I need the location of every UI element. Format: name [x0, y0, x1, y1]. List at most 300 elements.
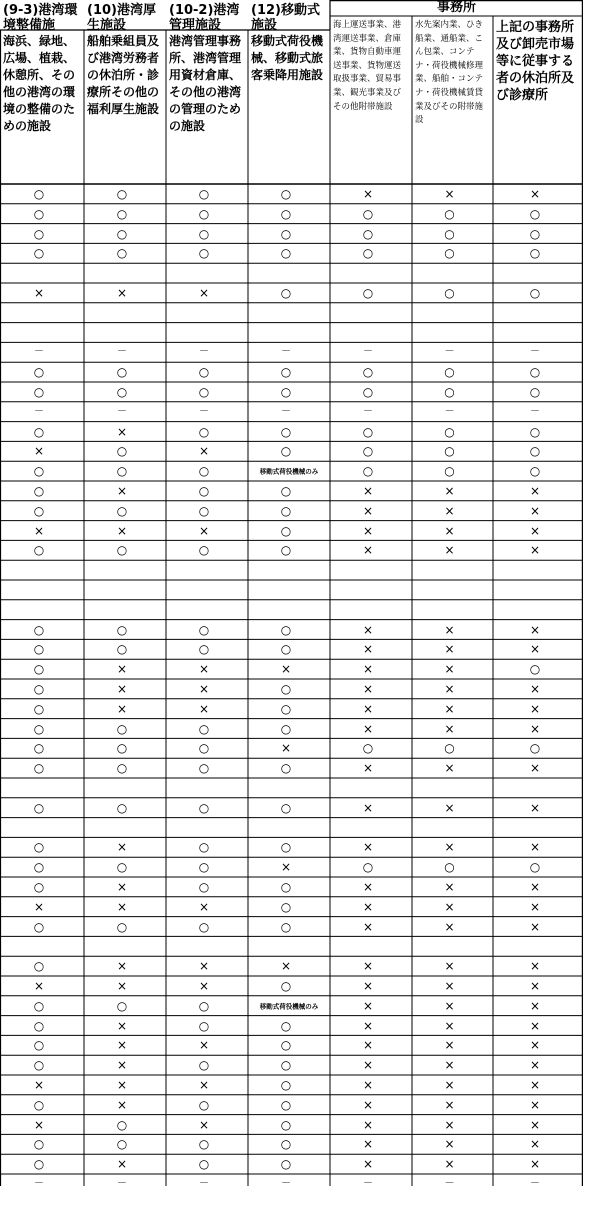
cell-permitted: ○ — [198, 642, 210, 657]
cell-not-permitted: × — [444, 998, 455, 1013]
cell-permitted: ○ — [529, 285, 541, 300]
cell-permitted: ○ — [444, 741, 455, 756]
cell-permitted: ○ — [362, 226, 374, 241]
cell-not-permitted: × — [444, 503, 455, 518]
cell-permitted: ○ — [529, 464, 541, 479]
cell-not-permitted: × — [529, 1058, 541, 1073]
cell-not-permitted: × — [444, 800, 455, 815]
cell-permitted: ○ — [362, 444, 374, 459]
cell-not-applicable: － — [117, 405, 127, 417]
cell-permitted: ○ — [33, 741, 45, 756]
cell-permitted: ○ — [280, 879, 292, 894]
cell-permitted: ○ — [116, 503, 128, 518]
cell-permitted: ○ — [33, 721, 45, 736]
cell-permitted: ○ — [280, 1038, 292, 1053]
cell-permitted: ○ — [362, 424, 374, 439]
cell-not-permitted: × — [529, 840, 541, 855]
column-description: 船舶乗組員及び港湾労務者の休泊所・診療所その他の福利厚生施設 — [87, 34, 160, 116]
cell-permitted: ○ — [33, 424, 45, 439]
cell-permitted: ○ — [444, 206, 455, 221]
cell-permitted: ○ — [116, 860, 128, 875]
column-header-6 — [413, 18, 492, 182]
cell-permitted: ○ — [198, 860, 210, 875]
cell-permitted: ○ — [444, 285, 455, 300]
cell-permitted: ○ — [198, 998, 210, 1013]
cell-not-permitted: × — [33, 1077, 45, 1092]
cell-not-permitted: × — [116, 523, 128, 538]
cell-not-permitted: × — [362, 662, 374, 677]
cell-not-permitted: × — [116, 879, 128, 894]
cell-permitted: ○ — [116, 186, 128, 201]
cell-not-permitted: × — [362, 978, 374, 993]
cell-permitted: ○ — [33, 226, 45, 241]
cell-permitted: ○ — [116, 642, 128, 657]
cell-not-applicable: － — [444, 1177, 455, 1189]
cell-permitted: ○ — [116, 919, 128, 934]
cell-not-permitted: × — [116, 1058, 128, 1073]
cell-not-applicable: － — [199, 346, 209, 358]
cell-not-permitted: × — [529, 879, 541, 894]
cell-permitted: ○ — [33, 998, 45, 1013]
cell-not-permitted: × — [198, 1117, 210, 1132]
cell-not-applicable: － — [444, 346, 455, 358]
cell-not-permitted: × — [529, 642, 541, 657]
cell-permitted: ○ — [280, 701, 292, 716]
cell-permitted: ○ — [33, 642, 45, 657]
cell-not-applicable: － — [363, 405, 373, 417]
cell-not-permitted: × — [444, 899, 455, 914]
cell-not-permitted: × — [444, 879, 455, 894]
cell-permitted: ○ — [198, 622, 210, 637]
cell-not-applicable: － — [199, 1177, 209, 1189]
cell-permitted: ○ — [529, 246, 541, 261]
cell-permitted: ○ — [280, 1058, 292, 1073]
cell-not-applicable: － — [281, 405, 291, 417]
cell-permitted: ○ — [362, 741, 374, 756]
cell-permitted: ○ — [33, 464, 45, 479]
cell-permitted: ○ — [280, 919, 292, 934]
cell-permitted: ○ — [362, 206, 374, 221]
cell-permitted: ○ — [198, 919, 210, 934]
cell-not-permitted: × — [198, 959, 210, 974]
cell-not-permitted: × — [444, 622, 455, 637]
cell-permitted: ○ — [33, 860, 45, 875]
cell-permitted: ○ — [198, 761, 210, 776]
cell-not-permitted: × — [362, 642, 374, 657]
cell-not-permitted: × — [529, 998, 541, 1013]
cell-permitted: ○ — [280, 721, 292, 736]
cell-not-permitted: × — [529, 701, 541, 716]
cell-permitted: ○ — [198, 206, 210, 221]
cell-permitted: ○ — [116, 761, 128, 776]
cell-not-permitted: × — [362, 879, 374, 894]
cell-not-permitted: × — [362, 899, 374, 914]
cell-not-permitted: × — [362, 186, 374, 201]
cell-permitted: ○ — [280, 523, 292, 538]
cell-not-permitted: × — [529, 622, 541, 637]
cell-not-applicable: － — [530, 346, 540, 358]
cell-not-permitted: × — [362, 1137, 374, 1152]
cell-not-permitted: × — [362, 959, 374, 974]
cell-permitted: ○ — [33, 543, 45, 558]
cell-not-permitted: × — [362, 523, 374, 538]
cell-not-permitted: × — [362, 761, 374, 776]
cell-not-permitted: × — [444, 543, 455, 558]
cell-not-permitted: × — [198, 899, 210, 914]
cell-not-permitted: × — [444, 523, 455, 538]
cell-permitted: ○ — [33, 761, 45, 776]
cell-not-permitted: × — [444, 1018, 455, 1033]
cell-permitted: ○ — [529, 741, 541, 756]
cell-not-permitted: × — [198, 444, 210, 459]
cell-permitted: ○ — [198, 464, 210, 479]
cell-not-permitted: × — [362, 483, 374, 498]
cell-not-permitted: × — [280, 741, 292, 756]
cell-permitted: ○ — [33, 365, 45, 380]
cell-permitted: ○ — [444, 384, 455, 399]
cell-not-permitted: × — [116, 701, 128, 716]
cell-permitted: ○ — [116, 365, 128, 380]
cell-permitted: ○ — [362, 365, 374, 380]
cell-permitted: ○ — [33, 701, 45, 716]
cell-not-permitted: × — [529, 1137, 541, 1152]
cell-permitted: ○ — [198, 384, 210, 399]
cell-permitted: ○ — [444, 444, 455, 459]
cell-permitted: ○ — [33, 1018, 45, 1033]
cell-not-applicable: － — [281, 1177, 291, 1189]
cell-not-permitted: × — [444, 1077, 455, 1092]
cell-not-applicable: － — [363, 346, 373, 358]
cell-permitted: ○ — [280, 226, 292, 241]
cell-not-permitted: × — [444, 642, 455, 657]
cell-not-permitted: × — [116, 1038, 128, 1053]
cell-permitted: ○ — [33, 1058, 45, 1073]
cell-permitted: ○ — [529, 860, 541, 875]
cell-not-permitted: × — [116, 424, 128, 439]
cell-permitted: ○ — [362, 860, 374, 875]
cell-permitted: ○ — [280, 1077, 292, 1092]
column-header-1 — [1, 2, 83, 182]
cell-permitted: ○ — [116, 741, 128, 756]
cell-not-permitted: × — [444, 483, 455, 498]
cell-not-permitted: × — [529, 800, 541, 815]
cell-permitted: ○ — [198, 879, 210, 894]
cell-not-permitted: × — [362, 800, 374, 815]
cell-not-permitted: × — [198, 681, 210, 696]
cell-permitted: ○ — [198, 800, 210, 815]
cell-permitted: ○ — [280, 543, 292, 558]
cell-not-permitted: × — [362, 1157, 374, 1172]
cell-not-permitted: × — [529, 681, 541, 696]
cell-permitted: ○ — [529, 226, 541, 241]
cell-permitted: ○ — [529, 365, 541, 380]
cell-not-permitted: × — [444, 840, 455, 855]
column-header-3 — [167, 2, 247, 182]
column-description: 海浜、緑地、広場、植栽、休憩所、その他の港湾の環境の整備のための施設 — [3, 34, 76, 133]
cell-not-permitted: × — [362, 721, 374, 736]
cell-permitted: ○ — [280, 384, 292, 399]
cell-permitted: ○ — [198, 226, 210, 241]
cell-permitted: ○ — [33, 1097, 45, 1112]
cell-not-permitted: × — [444, 978, 455, 993]
cell-permitted: ○ — [33, 681, 45, 696]
cell-permitted: ○ — [33, 503, 45, 518]
cell-permitted: ○ — [116, 206, 128, 221]
cell-not-permitted: × — [362, 1077, 374, 1092]
cell-permitted: ○ — [280, 246, 292, 261]
cell-permitted: ○ — [198, 186, 210, 201]
cell-not-permitted: × — [529, 1077, 541, 1092]
cell-permitted: ○ — [444, 464, 455, 479]
cell-permitted: ○ — [33, 800, 45, 815]
cell-permitted: ○ — [444, 424, 455, 439]
cell-not-applicable: － — [199, 405, 209, 417]
cell-not-permitted: × — [529, 978, 541, 993]
cell-not-permitted: × — [198, 662, 210, 677]
cell-permitted: ○ — [33, 840, 45, 855]
cell-permitted: ○ — [198, 503, 210, 518]
cell-permitted: ○ — [198, 543, 210, 558]
cell-permitted: ○ — [280, 840, 292, 855]
cell-not-permitted: × — [280, 860, 292, 875]
cell-permitted: ○ — [529, 424, 541, 439]
cell-permitted: ○ — [33, 246, 45, 261]
column-header-7 — [494, 18, 582, 182]
group-header-office: 事務所 — [436, 0, 476, 15]
cell-not-permitted: × — [444, 919, 455, 934]
cell-permitted: ○ — [33, 959, 45, 974]
cell-permitted: ○ — [444, 246, 455, 261]
cell-not-permitted: × — [444, 721, 455, 736]
cell-permitted: ○ — [280, 642, 292, 657]
cell-permitted: ○ — [280, 365, 292, 380]
cell-not-permitted: × — [362, 840, 374, 855]
cell-not-permitted: × — [444, 1117, 455, 1132]
cell-note: 移動式荷役機械のみ — [259, 1002, 319, 1011]
cell-not-permitted: × — [198, 701, 210, 716]
cell-permitted: ○ — [116, 1117, 128, 1132]
cell-permitted: ○ — [198, 741, 210, 756]
cell-not-permitted: × — [529, 1157, 541, 1172]
cell-permitted: ○ — [33, 206, 45, 221]
cell-permitted: ○ — [280, 206, 292, 221]
cell-permitted: ○ — [280, 899, 292, 914]
cell-permitted: ○ — [529, 206, 541, 221]
cell-permitted: ○ — [198, 1097, 210, 1112]
cell-not-permitted: × — [444, 1137, 455, 1152]
cell-permitted: ○ — [116, 1137, 128, 1152]
column-description: 移動式荷役機械、移動式旅客乗降用施設 — [251, 34, 324, 82]
cell-not-permitted: × — [198, 523, 210, 538]
cell-not-permitted: × — [33, 899, 45, 914]
cell-permitted: ○ — [33, 483, 45, 498]
cell-permitted: ○ — [280, 1117, 292, 1132]
cell-not-permitted: × — [116, 285, 128, 300]
cell-permitted: ○ — [116, 543, 128, 558]
cell-not-permitted: × — [444, 681, 455, 696]
column-header-2 — [85, 2, 165, 182]
cell-not-permitted: × — [529, 1018, 541, 1033]
cell-not-permitted: × — [116, 959, 128, 974]
cell-permitted: ○ — [33, 1038, 45, 1053]
cell-not-permitted: × — [444, 701, 455, 716]
cell-not-permitted: × — [33, 523, 45, 538]
cell-permitted: ○ — [33, 919, 45, 934]
cell-permitted: ○ — [362, 246, 374, 261]
cell-not-permitted: × — [116, 1077, 128, 1092]
cell-permitted: ○ — [33, 384, 45, 399]
cell-not-permitted: × — [362, 1097, 374, 1112]
cell-not-permitted: × — [362, 919, 374, 934]
cell-not-permitted: × — [116, 1097, 128, 1112]
cell-permitted: ○ — [33, 662, 45, 677]
cell-not-permitted: × — [529, 543, 541, 558]
cell-permitted: ○ — [280, 1018, 292, 1033]
cell-permitted: ○ — [444, 365, 455, 380]
cell-permitted: ○ — [280, 800, 292, 815]
cell-permitted: ○ — [198, 483, 210, 498]
cell-permitted: ○ — [198, 246, 210, 261]
cell-permitted: ○ — [116, 246, 128, 261]
cell-not-permitted: × — [444, 1038, 455, 1053]
cell-permitted: ○ — [116, 998, 128, 1013]
cell-not-permitted: × — [198, 978, 210, 993]
cell-not-permitted: × — [529, 1097, 541, 1112]
cell-not-permitted: × — [529, 899, 541, 914]
cell-not-permitted: × — [529, 503, 541, 518]
cell-permitted: ○ — [116, 444, 128, 459]
cell-permitted: ○ — [280, 978, 292, 993]
cell-not-permitted: × — [529, 1117, 541, 1132]
column-title: (12)移動式施設 — [251, 3, 320, 33]
cell-permitted: ○ — [280, 444, 292, 459]
cell-not-permitted: × — [362, 1117, 374, 1132]
cell-not-permitted: × — [116, 1018, 128, 1033]
cell-not-permitted: × — [444, 1157, 455, 1172]
cell-not-permitted: × — [529, 919, 541, 934]
cell-permitted: ○ — [444, 226, 455, 241]
cell-not-permitted: × — [529, 483, 541, 498]
cell-not-permitted: × — [33, 1117, 45, 1132]
cell-not-permitted: × — [362, 543, 374, 558]
cell-permitted: ○ — [116, 721, 128, 736]
cell-not-permitted: × — [529, 523, 541, 538]
cell-not-permitted: × — [33, 285, 45, 300]
cell-permitted: ○ — [198, 424, 210, 439]
cell-permitted: ○ — [198, 1137, 210, 1152]
cell-not-permitted: × — [444, 1058, 455, 1073]
cell-not-permitted: × — [362, 701, 374, 716]
cell-permitted: ○ — [33, 879, 45, 894]
cell-not-permitted: × — [362, 1018, 374, 1033]
cell-not-permitted: × — [33, 978, 45, 993]
cell-not-permitted: × — [444, 186, 455, 201]
cell-not-applicable: － — [281, 346, 291, 358]
cell-permitted: ○ — [116, 226, 128, 241]
cell-permitted: ○ — [529, 662, 541, 677]
cell-not-applicable: － — [530, 405, 540, 417]
cell-permitted: ○ — [362, 285, 374, 300]
cell-not-permitted: × — [116, 978, 128, 993]
cell-not-permitted: × — [280, 662, 292, 677]
cell-permitted: ○ — [280, 1137, 292, 1152]
cell-permitted: ○ — [33, 186, 45, 201]
cell-permitted: ○ — [280, 1097, 292, 1112]
cell-permitted: ○ — [280, 1157, 292, 1172]
column-title: (10-2)港湾管理施設 — [169, 3, 240, 33]
cell-permitted: ○ — [280, 483, 292, 498]
cell-not-permitted: × — [444, 761, 455, 776]
cell-not-applicable: － — [34, 346, 44, 358]
cell-permitted: ○ — [198, 1157, 210, 1172]
cell-not-permitted: × — [529, 959, 541, 974]
cell-permitted: ○ — [198, 365, 210, 380]
cell-permitted: ○ — [280, 424, 292, 439]
cell-not-applicable: － — [117, 1177, 127, 1189]
cell-permitted: ○ — [280, 761, 292, 776]
column-header-4 — [249, 2, 329, 182]
cell-permitted: ○ — [280, 503, 292, 518]
cell-not-permitted: × — [529, 1038, 541, 1053]
cell-permitted: ○ — [529, 384, 541, 399]
cell-permitted: ○ — [198, 840, 210, 855]
cell-not-permitted: × — [362, 1038, 374, 1053]
cell-not-permitted: × — [444, 662, 455, 677]
column-description: 港湾管理事務所、港湾管理用資材倉庫、その他の港湾の管理のための施設 — [169, 34, 242, 133]
cell-permitted: ○ — [529, 444, 541, 459]
cell-not-applicable: － — [117, 346, 127, 358]
cell-permitted: ○ — [116, 622, 128, 637]
cell-not-permitted: × — [529, 761, 541, 776]
cell-not-permitted: × — [198, 1038, 210, 1053]
column-header-5 — [331, 18, 411, 182]
column-title: (9-3)港湾環境整備施 — [3, 3, 78, 33]
cell-not-applicable: － — [363, 1177, 373, 1189]
cell-permitted: ○ — [198, 1058, 210, 1073]
cell-permitted: ○ — [362, 464, 374, 479]
cell-permitted: ○ — [116, 800, 128, 815]
cell-permitted: ○ — [198, 721, 210, 736]
cell-not-permitted: × — [116, 662, 128, 677]
cell-not-permitted: × — [116, 899, 128, 914]
cell-not-applicable: － — [34, 1177, 44, 1189]
cell-not-applicable: － — [530, 1177, 540, 1189]
cell-not-permitted: × — [33, 444, 45, 459]
cell-permitted: ○ — [116, 384, 128, 399]
cell-permitted: ○ — [198, 1018, 210, 1033]
cell-not-applicable: － — [34, 405, 44, 417]
column-description: 上記の事務所及び卸売市場等に従事する者の休泊所及び診療所 — [496, 20, 575, 103]
cell-not-permitted: × — [116, 483, 128, 498]
cell-not-permitted: × — [529, 186, 541, 201]
cell-note: 移動式荷役機械のみ — [259, 467, 319, 476]
cell-not-permitted: × — [362, 622, 374, 637]
cell-not-permitted: × — [116, 1157, 128, 1172]
cell-not-permitted: × — [529, 721, 541, 736]
cell-permitted: ○ — [280, 681, 292, 696]
cell-not-permitted: × — [116, 681, 128, 696]
cell-permitted: ○ — [362, 384, 374, 399]
cell-not-permitted: × — [116, 840, 128, 855]
cell-not-permitted: × — [198, 1077, 210, 1092]
cell-not-permitted: × — [444, 959, 455, 974]
cell-not-permitted: × — [362, 998, 374, 1013]
column-title: (10)港湾厚生施設 — [87, 3, 156, 33]
cell-not-permitted: × — [362, 503, 374, 518]
cell-permitted: ○ — [280, 622, 292, 637]
cell-permitted: ○ — [33, 622, 45, 637]
cell-not-permitted: × — [362, 681, 374, 696]
